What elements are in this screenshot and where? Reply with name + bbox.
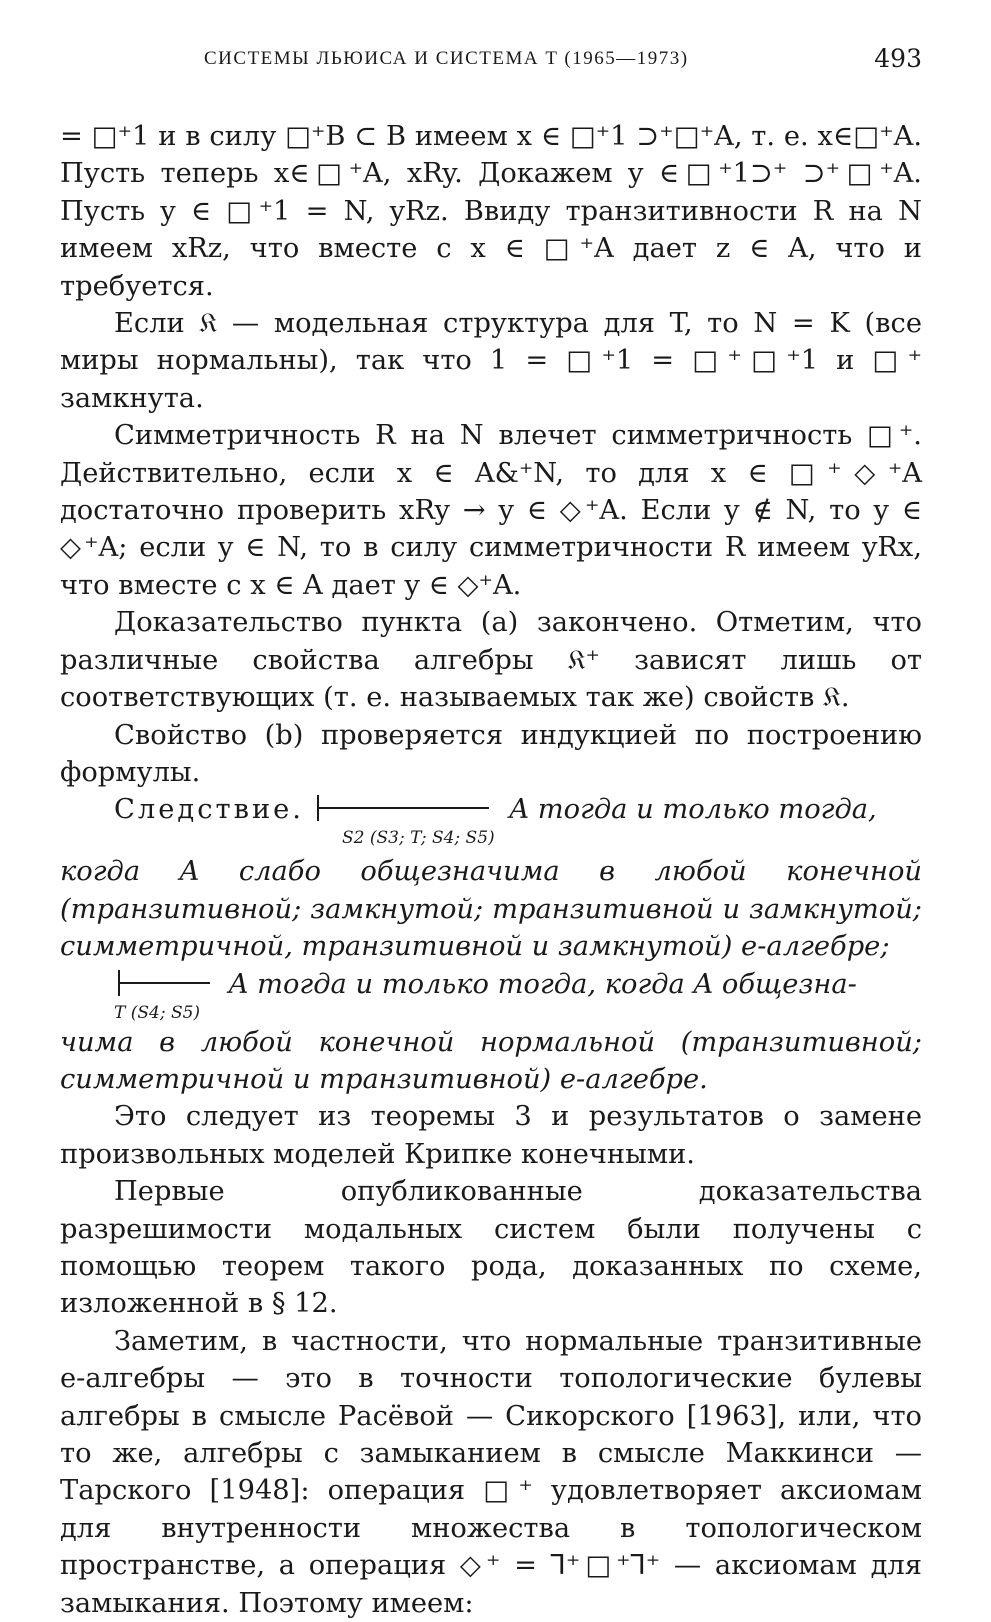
paragraph-property-b: Свойство (b) проверяется индукцией по построению формулы. <box>60 719 922 788</box>
paragraph-proof-finished: Доказательство пункта (a) закончено. Отметим, что различные свойства алгебры 𝔎⁺ зависят лишь от соответствующих (т. е. называемых так же) свойств 𝔎. <box>60 607 922 714</box>
corollary-1-systems: S2 (S3; T; S4; S5) <box>342 828 495 849</box>
page-body <box>60 118 922 1622</box>
page-header <box>60 40 922 80</box>
paragraph-kripke-models: Это следует из теоремы 3 и результатов о замене произвольных моделей Крипке конечными. <box>60 1101 922 1170</box>
corollary-1-start: A тогда и только тогда, <box>509 794 877 826</box>
corollary-2-start: A тогда и только тогда, когда A общезна- <box>228 968 857 1000</box>
corollary-2-systems: T (S4; S5) <box>114 1002 201 1023</box>
corollary-label: Следствие. <box>114 794 304 826</box>
paragraph-proof-continuation: = □⁺1 и в силу □⁺B ⊂ B имеем x ∈ □⁺1 ⊃⁺□⁺A, т. е. x∈□⁺A. Пусть теперь x∈□⁺A, xRy. Докажем y ∈□⁺1⊃⁺ ⊃⁺□⁺A. Пусть y ∈ □⁺1 = N, yRz. Ввиду транзитивности R на N имеем xRz, что вместе с x ∈ □⁺A дает z ∈ A, что и требуется. <box>60 121 922 302</box>
turnstile-symbol <box>317 795 319 821</box>
corollary-line-2 <box>60 966 922 1024</box>
paragraph-model-structure: Если 𝔎 — модельная структура для T, то N = K (все миры нормальны), так что 1 = □⁺1 = □⁺□⁺1 и □⁺ замкнута. <box>60 308 922 414</box>
turnstile-symbol-2 <box>118 970 120 996</box>
paragraph-symmetry: Симметричность R на N влечет симметричность □⁺. Действительно, если x ∈ A&⁺N, то для x ∈ □⁺◇⁺A достаточно проверить xRy → y ∈ ◇⁺A. Если y ∉ N, то y ∈ ◇⁺A; если y ∈ N, то в силу симметричности R имеем yRx, что вместе с x ∈ A дает y ∈ ◇⁺A. <box>60 420 922 601</box>
corollary-1-text: когда A слабо общезначима в любой конечной (транзитивной; замкнутой; транзитивной и замкнутой; симметричной, транзитивной и замкнутой) e-алгебре; <box>60 856 922 963</box>
corollary-line-1 <box>60 791 922 853</box>
corollary-2-text: чима в любой конечной нормальной (транзитивной; симметричной и транзитивной) e-алгебре. <box>60 1026 922 1095</box>
paragraph-topological-algebras: Заметим, в частности, что нормальные транзитивные e-алгебры — это в точности топологические булевы алгебры в смысле Расёвой — Сикорского [1963], или, что то же, алгебры с замыканием в смысле Маккинси — Тарского [1948]: операция □⁺ удовлетворяет аксиомам для внутренности множества в топологическом пространстве, а операция ◇⁺ = ⅂⁺□⁺⅂⁺ — аксиомам для замыкания. Поэтому имеем: <box>60 1325 922 1619</box>
page-number: 493 <box>874 44 922 73</box>
running-title: СИСТЕМЫ ЛЬЮИСА И СИСТЕМА T (1965—1973) <box>204 48 689 69</box>
paragraph-decidability: Первые опубликованные доказательства разрешимости модальных систем были получены с помощью теорем такого рода, доказанных по схеме, изложенной в § 12. <box>60 1176 922 1320</box>
